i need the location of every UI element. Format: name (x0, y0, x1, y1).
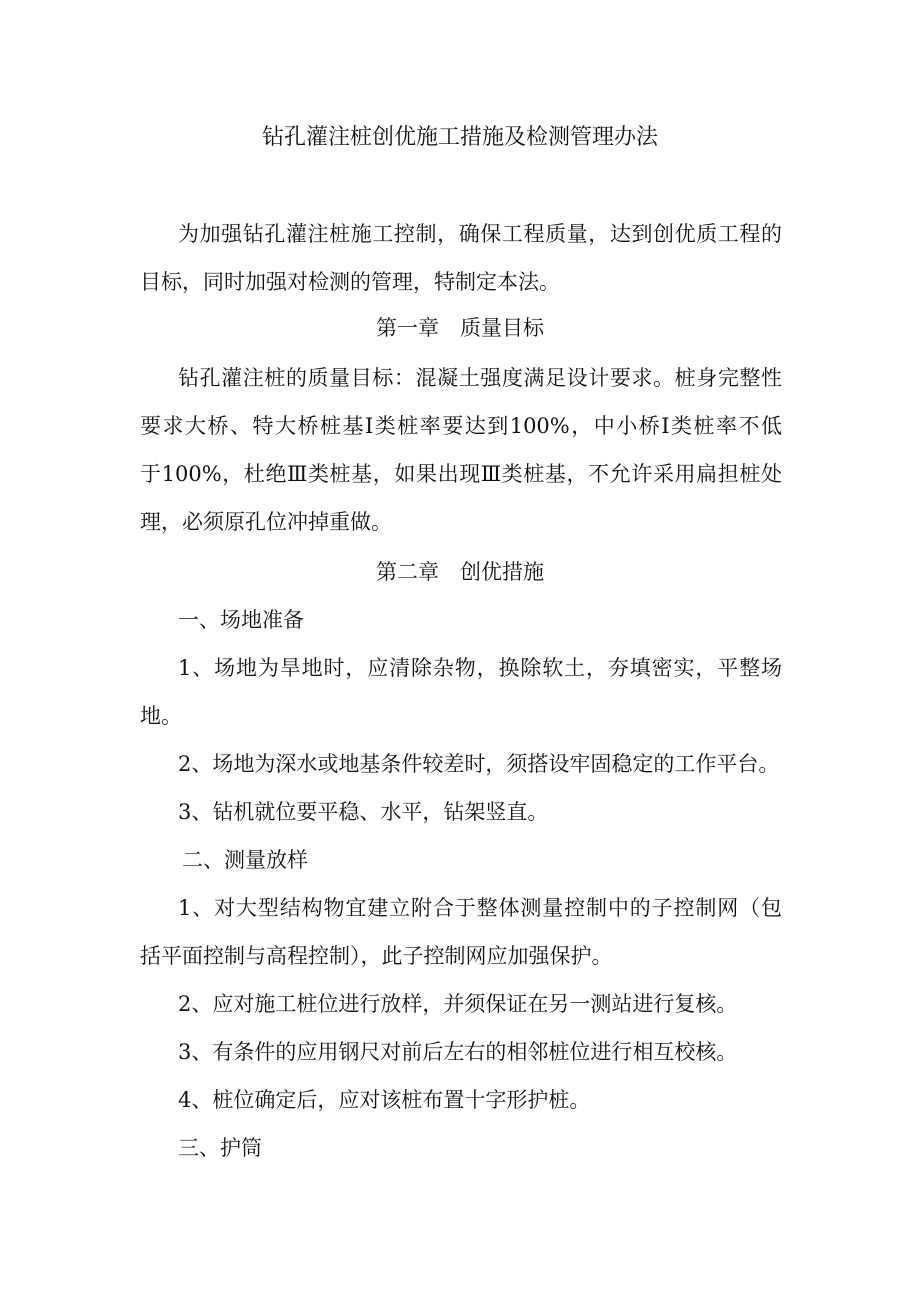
document-title: 钻孔灌注桩创优施工措施及检测管理办法 (261, 125, 658, 150)
paragraph-line: 3、有条件的应用钢尺对前后左右的相邻桩位进行相互校核。 (178, 1040, 738, 1064)
paragraph-line: 2、场地为深水或地基条件较差时，须搭设牢固稳定的工作平台。 (178, 752, 780, 776)
paragraph-line: 括平面控制与高程控制），此子控制网应加强保护。 (140, 944, 613, 968)
paragraph-line: 钻孔灌注桩的质量目标：混凝土强度满足设计要求。桩身完整性 (178, 366, 782, 390)
chapter-heading: 第二章 创优措施 (376, 560, 544, 584)
paragraph-line: 4、桩位确定后，应对该桩布置十字形护桩。 (178, 1088, 591, 1112)
paragraph-line: 于100%，杜绝Ⅲ类桩基，如果出现Ⅲ类桩基，不允许采用扁担桩处 (140, 462, 782, 486)
paragraph-line: 2、应对施工桩位进行放样，并须保证在另一测站进行复核。 (178, 992, 738, 1016)
paragraph-line: 1、对大型结构物宜建立附合于整体测量控制中的子控制网（包 (178, 896, 782, 920)
paragraph-line: 目标，同时加强对检测的管理，特制定本法。 (140, 270, 560, 294)
section-heading: 三、护筒 (178, 1136, 262, 1160)
section-heading: 二、测量放样 (182, 848, 308, 872)
section-heading: 一、场地准备 (178, 608, 304, 632)
paragraph-line: 要求大桥、特大桥桩基Ⅰ类桩率要达到100%，中小桥Ⅰ类桩率不低 (140, 414, 782, 438)
paragraph-line: 3、钻机就位要平稳、水平，钻架竖直。 (178, 800, 549, 824)
paragraph-line: 为加强钻孔灌注桩施工控制，确保工程质量，达到创优质工程的 (178, 222, 782, 246)
paragraph-line: 1、场地为旱地时，应清除杂物，换除软土，夯填密实，平整场 (178, 656, 782, 680)
paragraph-line: 地。 (140, 704, 182, 728)
paragraph-line: 理，必须原孔位冲掉重做。 (140, 510, 392, 534)
chapter-heading: 第一章 质量目标 (376, 316, 544, 340)
